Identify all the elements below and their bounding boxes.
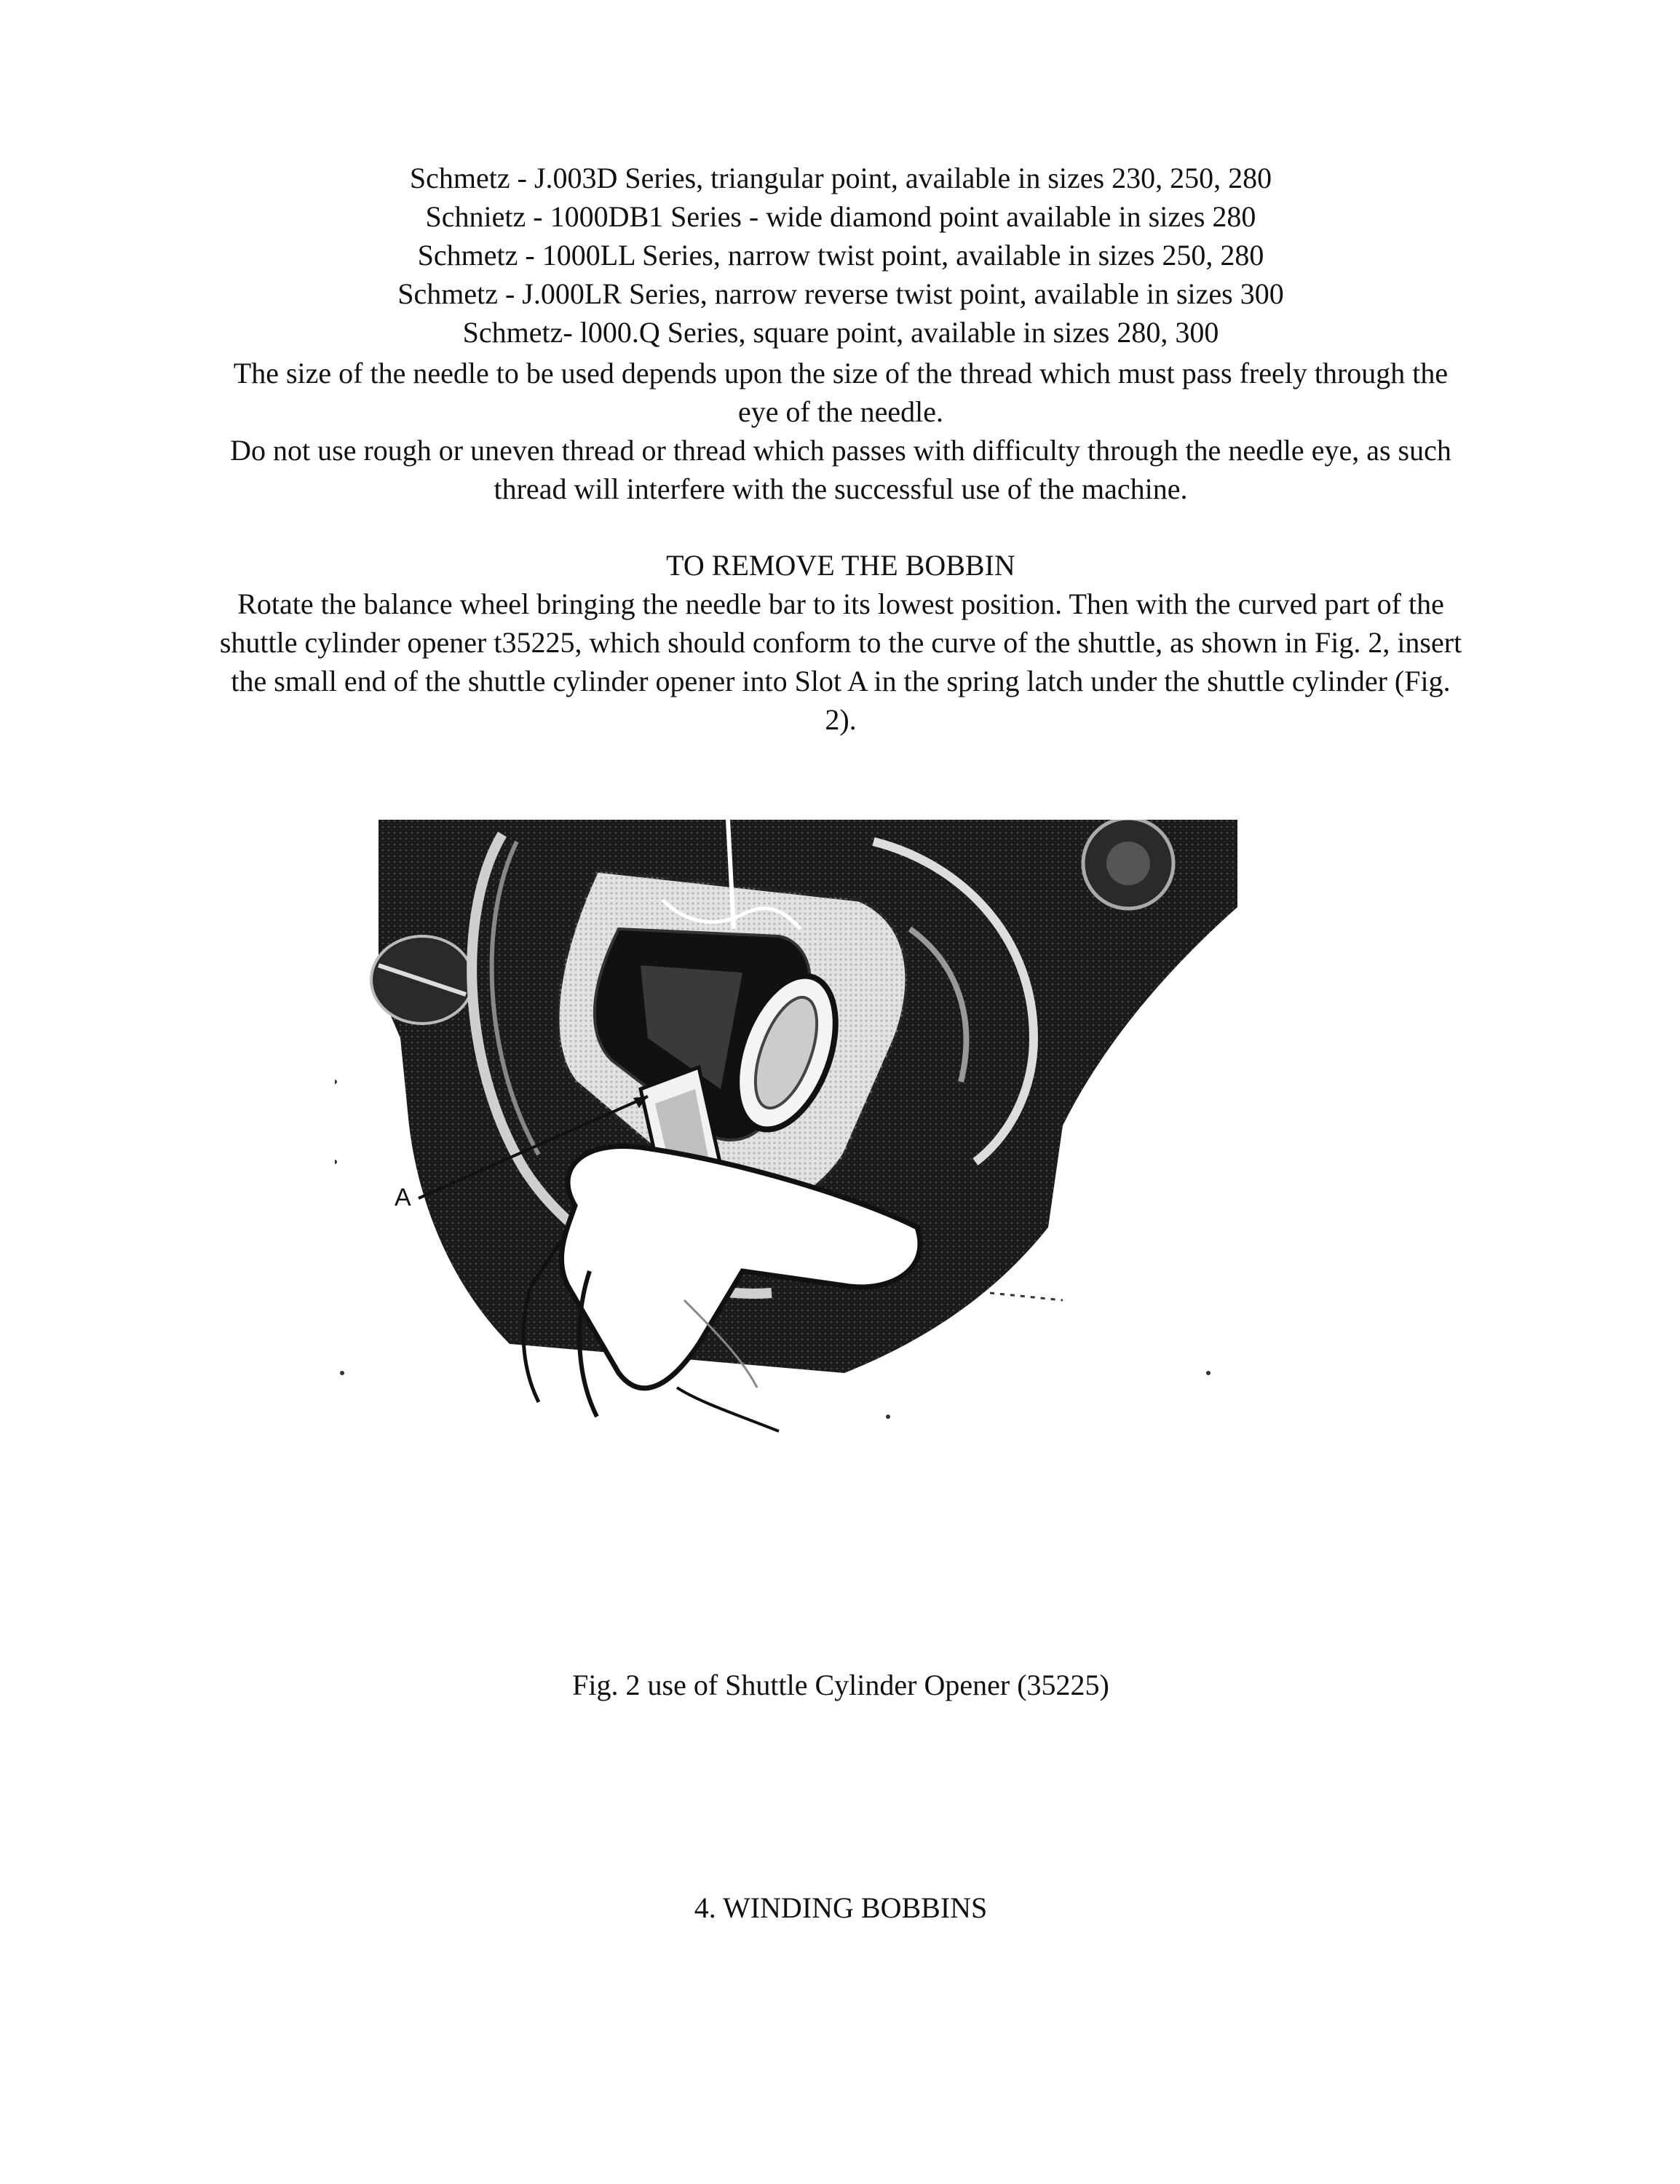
finger-outline-bottom <box>677 1388 779 1431</box>
needle-list-item: Schmetz - J.003D Series, triangular point, available in sizes 230, 250, 280 <box>409 162 1272 194</box>
speck <box>335 1080 337 1084</box>
remove-bobbin-paragraph: Rotate the balance wheel bringing the needle bar to its lowest position. Then with the curved part of the shuttle cylinder opener t35225, which should conform to the curve of the shuttle, as shown in Fig. 2, insert the small end of the shuttle cylinder opener into Slot A in the spring latch under the shuttle cylinder (Fig. 2). <box>219 587 1462 736</box>
needle-list-item: Schmetz- l000.Q Series, square point, available in sizes 280, 300 <box>462 316 1219 349</box>
thread-warning-paragraph: Do not use rough or uneven thread or thread which passes with difficulty through the needle eye, as such thread will interfere with the successful use of the machine. <box>230 434 1451 505</box>
slot-a-label: A <box>395 1184 411 1211</box>
speck <box>335 1160 337 1164</box>
needle-list-item: Schnietz - 1000DB1 Series - wide diamond point available in sizes 280 <box>425 200 1256 233</box>
remove-bobbin-heading: TO REMOVE THE BOBBIN <box>666 549 1015 582</box>
shuttle-figure <box>335 820 1237 1446</box>
speck <box>886 1415 890 1419</box>
needle-size-paragraph: The size of the needle to be used depends upon the size of the thread which must pass freely through the eye of the needle. <box>233 357 1449 428</box>
figure-caption: Fig. 2 use of Shuttle Cylinder Opener (35225) <box>572 1669 1109 1701</box>
needle-list <box>218 159 1463 352</box>
screw-right-center <box>1106 842 1150 885</box>
speck <box>1206 1371 1211 1375</box>
shuttle-illustration <box>335 820 1237 1446</box>
speck-dash <box>990 1293 1063 1300</box>
speck <box>340 1371 344 1375</box>
needle-list-item: Schmetz - 1000LL Series, narrow twist point, available in sizes 250, 280 <box>417 239 1264 272</box>
needle-list-item: Schmetz - J.000LR Series, narrow reverse twist point, available in sizes 300 <box>397 277 1284 310</box>
section-heading: 4. WINDING BOBBINS <box>694 1891 988 1924</box>
